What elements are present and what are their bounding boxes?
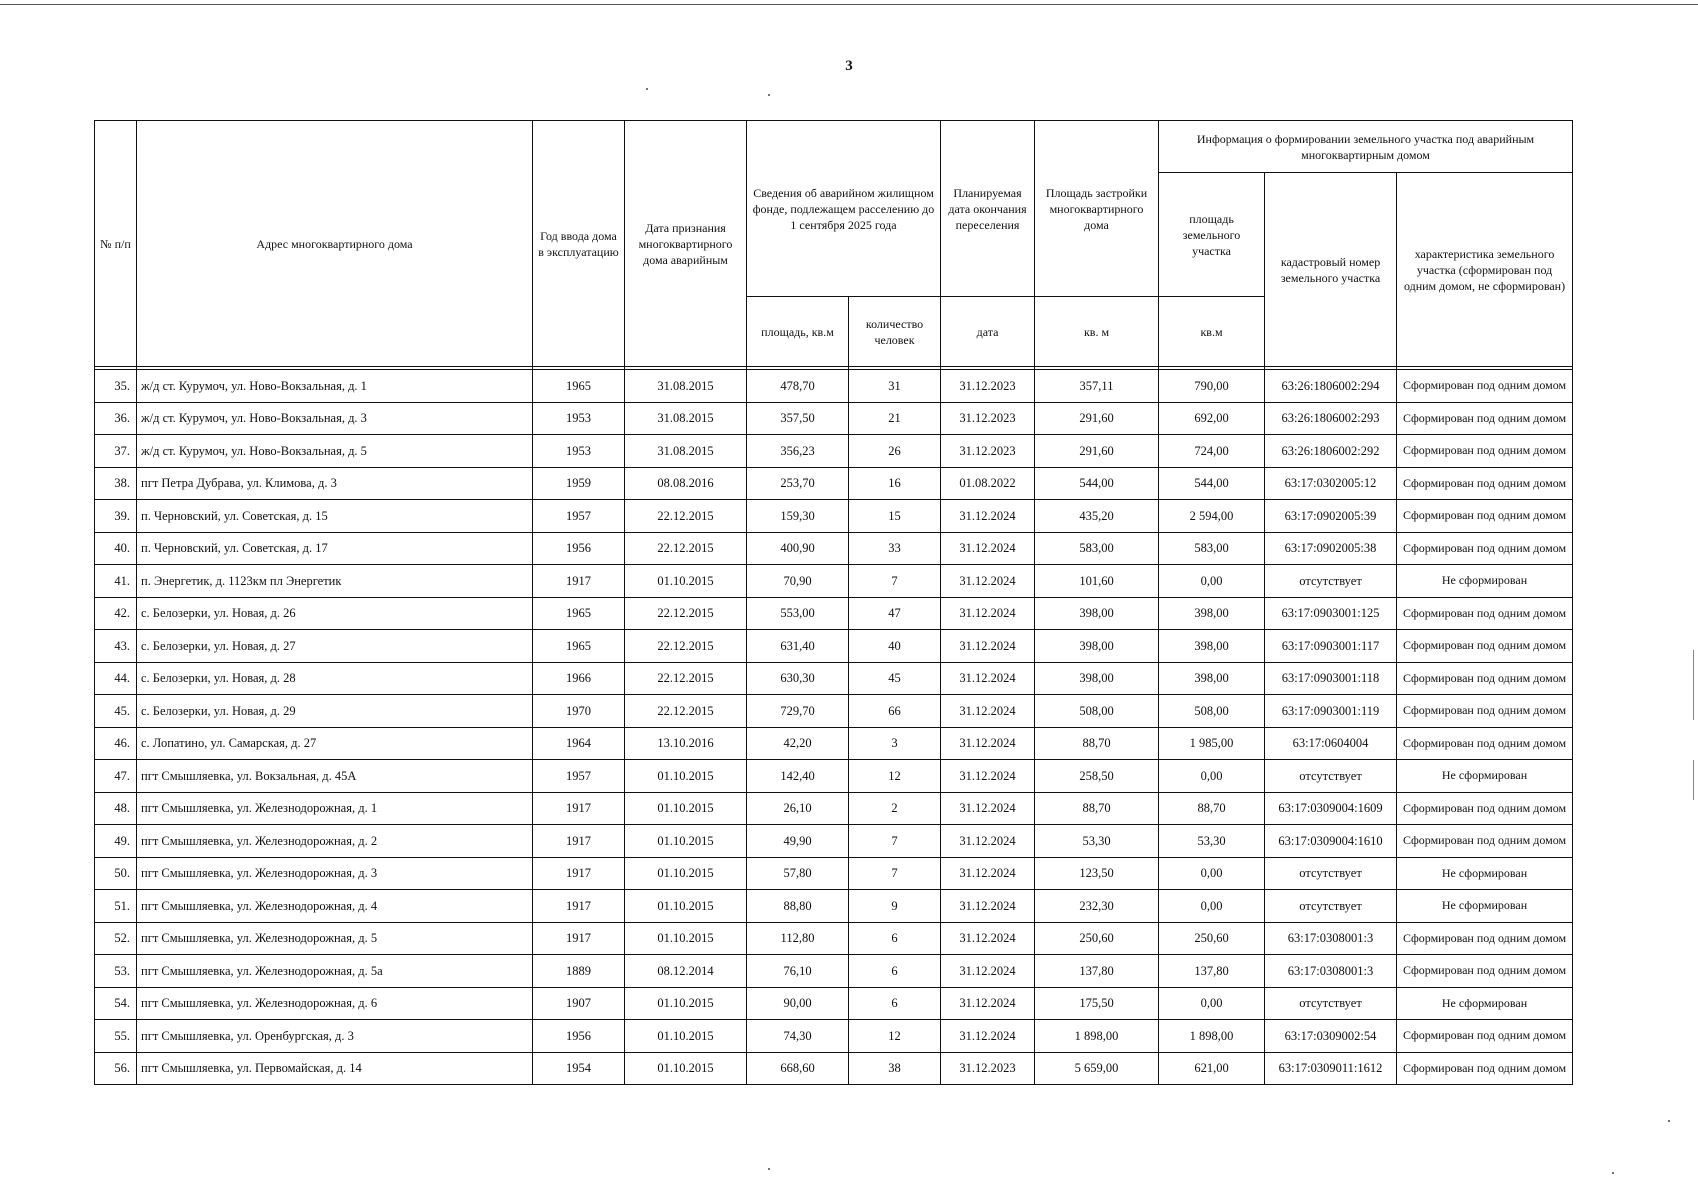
row-land-characteristic: Сформирован под одним домом — [1397, 922, 1573, 955]
row-building-area: 5 659,00 — [1035, 1052, 1159, 1085]
row-building-area: 398,00 — [1035, 630, 1159, 663]
row-year: 1917 — [533, 890, 625, 923]
row-land-area: 398,00 — [1159, 662, 1265, 695]
row-year: 1970 — [533, 695, 625, 728]
row-address: с. Белозерки, ул. Новая, д. 29 — [137, 695, 533, 728]
row-building-area: 357,11 — [1035, 370, 1159, 403]
row-land-area: 692,00 — [1159, 402, 1265, 435]
row-land-area: 88,70 — [1159, 792, 1265, 825]
row-recognition-date: 22.12.2015 — [625, 597, 747, 630]
row-planned-end: 01.08.2022 — [941, 467, 1035, 500]
row-land-characteristic: Не сформирован — [1397, 565, 1573, 598]
row-planned-end: 31.12.2023 — [941, 402, 1035, 435]
row-land-characteristic: Сформирован под одним домом — [1397, 695, 1573, 728]
row-number: 49. — [95, 825, 137, 858]
row-building-area: 398,00 — [1035, 662, 1159, 695]
row-building-area: 88,70 — [1035, 727, 1159, 760]
row-land-area: 53,30 — [1159, 825, 1265, 858]
row-recognition-date: 01.10.2015 — [625, 825, 747, 858]
row-building-area: 232,30 — [1035, 890, 1159, 923]
row-year: 1954 — [533, 1052, 625, 1085]
row-cadastral-number: 63:17:0302005:12 — [1265, 467, 1397, 500]
row-cadastral-number: 63:17:0308001:3 — [1265, 955, 1397, 988]
row-year: 1953 — [533, 435, 625, 468]
header-planned-end: Планируемая дата окончания переселения — [941, 121, 1035, 297]
row-address: пгт Смышляевка, ул. Железнодорожная, д. 3 — [137, 857, 533, 890]
row-number: 41. — [95, 565, 137, 598]
row-recognition-date: 22.12.2015 — [625, 662, 747, 695]
row-address: ж/д ст. Курумоч, ул. Ново-Вокзальная, д. 1 — [137, 370, 533, 403]
row-land-area: 724,00 — [1159, 435, 1265, 468]
row-cadastral-number: отсутствует — [1265, 760, 1397, 793]
row-planned-end: 31.12.2024 — [941, 987, 1035, 1020]
table-row — [95, 1020, 1573, 1053]
row-address: пгт Петра Дубрава, ул. Климова, д. 3 — [137, 467, 533, 500]
row-building-area: 291,60 — [1035, 435, 1159, 468]
table-row — [95, 922, 1573, 955]
row-land-characteristic: Сформирован под одним домом — [1397, 630, 1573, 663]
row-land-characteristic: Сформирован под одним домом — [1397, 955, 1573, 988]
row-planned-end: 31.12.2024 — [941, 565, 1035, 598]
scan-edge-mark — [1693, 760, 1694, 800]
row-year: 1966 — [533, 662, 625, 695]
row-recognition-date: 13.10.2016 — [625, 727, 747, 760]
row-number: 45. — [95, 695, 137, 728]
header-building-area: Площадь застройки многоквартирного дома — [1035, 121, 1159, 297]
row-number: 36. — [95, 402, 137, 435]
row-land-area: 790,00 — [1159, 370, 1265, 403]
row-planned-end: 31.12.2024 — [941, 890, 1035, 923]
table-row — [95, 1052, 1573, 1085]
table-row — [95, 630, 1573, 663]
row-number: 39. — [95, 500, 137, 533]
row-persons: 7 — [849, 825, 941, 858]
table-row — [95, 857, 1573, 890]
row-cadastral-number: 63:17:0903001:118 — [1265, 662, 1397, 695]
header-recognition-date: Дата признания многоквартирного дома аварийным — [625, 121, 747, 367]
row-number: 37. — [95, 435, 137, 468]
row-year: 1964 — [533, 727, 625, 760]
row-cadastral-number: отсутствует — [1265, 565, 1397, 598]
row-number: 44. — [95, 662, 137, 695]
row-year: 1917 — [533, 922, 625, 955]
row-land-characteristic: Сформирован под одним домом — [1397, 727, 1573, 760]
row-recognition-date: 08.08.2016 — [625, 467, 747, 500]
row-year: 1959 — [533, 467, 625, 500]
row-cadastral-number: 63:17:0309002:54 — [1265, 1020, 1397, 1053]
row-recognition-date: 01.10.2015 — [625, 987, 747, 1020]
row-number: 40. — [95, 532, 137, 565]
row-address: с. Белозерки, ул. Новая, д. 26 — [137, 597, 533, 630]
row-planned-end: 31.12.2024 — [941, 857, 1035, 890]
row-year: 1917 — [533, 792, 625, 825]
row-planned-end: 31.12.2024 — [941, 760, 1035, 793]
row-area-sqm: 253,70 — [747, 467, 849, 500]
row-land-area: 583,00 — [1159, 532, 1265, 565]
row-planned-end: 31.12.2024 — [941, 630, 1035, 663]
row-land-area: 0,00 — [1159, 890, 1265, 923]
row-cadastral-number: 63:26:1806002:293 — [1265, 402, 1397, 435]
row-persons: 2 — [849, 792, 941, 825]
row-number: 56. — [95, 1052, 137, 1085]
row-persons: 9 — [849, 890, 941, 923]
row-land-area: 398,00 — [1159, 597, 1265, 630]
row-planned-end: 31.12.2024 — [941, 727, 1035, 760]
row-persons: 3 — [849, 727, 941, 760]
row-number: 46. — [95, 727, 137, 760]
row-year: 1956 — [533, 532, 625, 565]
row-cadastral-number: 63:17:0903001:125 — [1265, 597, 1397, 630]
row-persons: 7 — [849, 857, 941, 890]
row-cadastral-number: 63:17:0308001:3 — [1265, 922, 1397, 955]
row-land-characteristic: Не сформирован — [1397, 760, 1573, 793]
row-building-area: 435,20 — [1035, 500, 1159, 533]
row-persons: 66 — [849, 695, 941, 728]
header-area-sqm: площадь, кв.м — [747, 297, 849, 367]
row-cadastral-number: 63:17:0309011:1612 — [1265, 1052, 1397, 1085]
row-planned-end: 31.12.2024 — [941, 662, 1035, 695]
row-area-sqm: 729,70 — [747, 695, 849, 728]
row-address: с. Белозерки, ул. Новая, д. 28 — [137, 662, 533, 695]
row-year: 1956 — [533, 1020, 625, 1053]
row-cadastral-number: отсутствует — [1265, 857, 1397, 890]
row-planned-end: 31.12.2024 — [941, 922, 1035, 955]
row-land-characteristic: Сформирован под одним домом — [1397, 1052, 1573, 1085]
row-area-sqm: 88,80 — [747, 890, 849, 923]
row-land-area: 1 985,00 — [1159, 727, 1265, 760]
row-area-sqm: 142,40 — [747, 760, 849, 793]
row-year: 1917 — [533, 825, 625, 858]
table-row — [95, 695, 1573, 728]
row-persons: 6 — [849, 922, 941, 955]
row-persons: 12 — [849, 760, 941, 793]
table-row — [95, 662, 1573, 695]
row-cadastral-number: 63:17:0903001:117 — [1265, 630, 1397, 663]
table-row — [95, 825, 1573, 858]
row-number: 55. — [95, 1020, 137, 1053]
row-number: 42. — [95, 597, 137, 630]
row-recognition-date: 01.10.2015 — [625, 760, 747, 793]
row-number: 38. — [95, 467, 137, 500]
row-land-area: 2 594,00 — [1159, 500, 1265, 533]
header-land-area-unit: кв.м — [1159, 297, 1265, 367]
scan-speck — [1668, 1120, 1670, 1122]
row-year: 1953 — [533, 402, 625, 435]
row-land-characteristic: Сформирован под одним домом — [1397, 597, 1573, 630]
row-area-sqm: 112,80 — [747, 922, 849, 955]
row-land-area: 0,00 — [1159, 987, 1265, 1020]
table-row — [95, 727, 1573, 760]
table-row — [95, 890, 1573, 923]
row-land-area: 250,60 — [1159, 922, 1265, 955]
row-persons: 12 — [849, 1020, 941, 1053]
header-building-area-unit: кв. м — [1035, 297, 1159, 367]
row-cadastral-number: 63:17:0309004:1609 — [1265, 792, 1397, 825]
page-number: 3 — [845, 58, 853, 74]
row-planned-end: 31.12.2024 — [941, 1020, 1035, 1053]
row-address: п. Черновский, ул. Советская, д. 15 — [137, 500, 533, 533]
row-year: 1957 — [533, 760, 625, 793]
row-address: пгт Смышляевка, ул. Железнодорожная, д. 2 — [137, 825, 533, 858]
table-row — [95, 500, 1573, 533]
row-land-area: 544,00 — [1159, 467, 1265, 500]
row-persons: 47 — [849, 597, 941, 630]
row-building-area: 137,80 — [1035, 955, 1159, 988]
header-address: Адрес многоквартирного дома — [137, 121, 533, 367]
row-building-area: 291,60 — [1035, 402, 1159, 435]
row-year: 1965 — [533, 370, 625, 403]
header-land-info: Информация о формировании земельного участка под аварийным многоквартирным домом — [1159, 121, 1573, 173]
row-area-sqm: 42,20 — [747, 727, 849, 760]
row-number: 50. — [95, 857, 137, 890]
row-address: п. Энергетик, д. 1123км пл Энергетик — [137, 565, 533, 598]
row-cadastral-number: 63:26:1806002:294 — [1265, 370, 1397, 403]
row-persons: 33 — [849, 532, 941, 565]
row-number: 51. — [95, 890, 137, 923]
row-land-characteristic: Сформирован под одним домом — [1397, 792, 1573, 825]
top-scan-rule — [0, 4, 1698, 5]
row-address: с. Белозерки, ул. Новая, д. 27 — [137, 630, 533, 663]
table-row — [95, 402, 1573, 435]
header-no: № п/п — [95, 121, 137, 367]
row-land-characteristic: Сформирован под одним домом — [1397, 435, 1573, 468]
row-recognition-date: 01.10.2015 — [625, 1052, 747, 1085]
table-row — [95, 565, 1573, 598]
emergency-housing-table — [94, 120, 1573, 1085]
row-land-area: 1 898,00 — [1159, 1020, 1265, 1053]
row-land-area: 0,00 — [1159, 857, 1265, 890]
row-recognition-date: 01.10.2015 — [625, 792, 747, 825]
row-address: пгт Смышляевка, ул. Железнодорожная, д. 5а — [137, 955, 533, 988]
row-persons: 16 — [849, 467, 941, 500]
row-persons: 38 — [849, 1052, 941, 1085]
table-row — [95, 987, 1573, 1020]
header-emergency-fund: Сведения об аварийном жилищном фонде, подлежащем расселению до 1 сентября 2025 года — [747, 121, 941, 297]
row-land-characteristic: Не сформирован — [1397, 987, 1573, 1020]
row-land-area: 0,00 — [1159, 565, 1265, 598]
row-building-area: 583,00 — [1035, 532, 1159, 565]
row-recognition-date: 22.12.2015 — [625, 630, 747, 663]
row-persons: 21 — [849, 402, 941, 435]
row-year: 1965 — [533, 597, 625, 630]
row-recognition-date: 01.10.2015 — [625, 857, 747, 890]
table-row — [95, 597, 1573, 630]
header-land-char: характеристика земельного участка (сформирован под одним домом, не сформирован) — [1397, 173, 1573, 367]
row-address: пгт Смышляевка, ул. Вокзальная, д. 45А — [137, 760, 533, 793]
row-number: 53. — [95, 955, 137, 988]
row-number: 35. — [95, 370, 137, 403]
row-persons: 6 — [849, 955, 941, 988]
row-building-area: 175,50 — [1035, 987, 1159, 1020]
row-land-characteristic: Сформирован под одним домом — [1397, 500, 1573, 533]
row-year: 1889 — [533, 955, 625, 988]
row-address: п. Черновский, ул. Советская, д. 17 — [137, 532, 533, 565]
row-planned-end: 31.12.2023 — [941, 370, 1035, 403]
table-row — [95, 435, 1573, 468]
row-address: с. Лопатино, ул. Самарская, д. 27 — [137, 727, 533, 760]
row-recognition-date: 31.08.2015 — [625, 402, 747, 435]
row-land-area: 508,00 — [1159, 695, 1265, 728]
row-number: 47. — [95, 760, 137, 793]
row-address: пгт Смышляевка, ул. Железнодорожная, д. 1 — [137, 792, 533, 825]
row-planned-end: 31.12.2024 — [941, 955, 1035, 988]
row-area-sqm: 478,70 — [747, 370, 849, 403]
row-building-area: 123,50 — [1035, 857, 1159, 890]
row-land-characteristic: Не сформирован — [1397, 890, 1573, 923]
row-cadastral-number: отсутствует — [1265, 890, 1397, 923]
row-persons: 7 — [849, 565, 941, 598]
row-building-area: 258,50 — [1035, 760, 1159, 793]
row-cadastral-number: 63:17:0902005:38 — [1265, 532, 1397, 565]
table-row — [95, 370, 1573, 403]
row-building-area: 1 898,00 — [1035, 1020, 1159, 1053]
row-area-sqm: 357,50 — [747, 402, 849, 435]
row-address: пгт Смышляевка, ул. Железнодорожная, д. 6 — [137, 987, 533, 1020]
row-land-characteristic: Сформирован под одним домом — [1397, 532, 1573, 565]
row-land-characteristic: Не сформирован — [1397, 857, 1573, 890]
row-land-area: 398,00 — [1159, 630, 1265, 663]
row-building-area: 53,30 — [1035, 825, 1159, 858]
table-row — [95, 760, 1573, 793]
row-recognition-date: 22.12.2015 — [625, 532, 747, 565]
scan-speck — [646, 88, 648, 90]
row-address: пгт Смышляевка, ул. Железнодорожная, д. 4 — [137, 890, 533, 923]
scan-speck — [1612, 1172, 1614, 1174]
row-planned-end: 31.12.2024 — [941, 597, 1035, 630]
row-cadastral-number: 63:17:0309004:1610 — [1265, 825, 1397, 858]
row-building-area: 88,70 — [1035, 792, 1159, 825]
row-area-sqm: 90,00 — [747, 987, 849, 1020]
row-persons: 31 — [849, 370, 941, 403]
row-year: 1917 — [533, 565, 625, 598]
row-recognition-date: 01.10.2015 — [625, 565, 747, 598]
row-area-sqm: 631,40 — [747, 630, 849, 663]
row-land-area: 621,00 — [1159, 1052, 1265, 1085]
row-recognition-date: 08.12.2014 — [625, 955, 747, 988]
row-address: ж/д ст. Курумоч, ул. Ново-Вокзальная, д. 3 — [137, 402, 533, 435]
row-land-characteristic: Сформирован под одним домом — [1397, 402, 1573, 435]
row-year: 1917 — [533, 857, 625, 890]
row-planned-end: 31.12.2024 — [941, 792, 1035, 825]
row-recognition-date: 31.08.2015 — [625, 370, 747, 403]
row-persons: 15 — [849, 500, 941, 533]
row-recognition-date: 01.10.2015 — [625, 890, 747, 923]
row-land-characteristic: Сформирован под одним домом — [1397, 1020, 1573, 1053]
header-persons: количество человек — [849, 297, 941, 367]
scan-speck — [768, 94, 770, 96]
row-cadastral-number: 63:17:0604004 — [1265, 727, 1397, 760]
header-cadastral: кадастровый номер земельного участка — [1265, 173, 1397, 367]
row-area-sqm: 668,60 — [747, 1052, 849, 1085]
row-number: 48. — [95, 792, 137, 825]
row-land-characteristic: Сформирован под одним домом — [1397, 370, 1573, 403]
scan-edge-mark — [1693, 650, 1694, 720]
row-number: 54. — [95, 987, 137, 1020]
row-land-area: 0,00 — [1159, 760, 1265, 793]
row-area-sqm: 70,90 — [747, 565, 849, 598]
row-building-area: 508,00 — [1035, 695, 1159, 728]
row-cadastral-number: 63:17:0903001:119 — [1265, 695, 1397, 728]
row-area-sqm: 76,10 — [747, 955, 849, 988]
row-area-sqm: 26,10 — [747, 792, 849, 825]
row-building-area: 101,60 — [1035, 565, 1159, 598]
header-land-area: площадь земельного участка — [1159, 173, 1265, 297]
row-persons: 6 — [849, 987, 941, 1020]
row-building-area: 398,00 — [1035, 597, 1159, 630]
row-persons: 40 — [849, 630, 941, 663]
row-area-sqm: 159,30 — [747, 500, 849, 533]
row-cadastral-number: 63:26:1806002:292 — [1265, 435, 1397, 468]
row-recognition-date: 01.10.2015 — [625, 922, 747, 955]
table-row — [95, 467, 1573, 500]
row-cadastral-number: 63:17:0902005:39 — [1265, 500, 1397, 533]
row-recognition-date: 31.08.2015 — [625, 435, 747, 468]
row-building-area: 250,60 — [1035, 922, 1159, 955]
row-year: 1965 — [533, 630, 625, 663]
scan-speck — [768, 1168, 770, 1170]
row-address: пгт Смышляевка, ул. Оренбургская, д. 3 — [137, 1020, 533, 1053]
row-address: ж/д ст. Курумоч, ул. Ново-Вокзальная, д. 5 — [137, 435, 533, 468]
row-area-sqm: 400,90 — [747, 532, 849, 565]
header-year: Год ввода дома в эксплуатацию — [533, 121, 625, 367]
row-planned-end: 31.12.2023 — [941, 1052, 1035, 1085]
row-area-sqm: 356,23 — [747, 435, 849, 468]
row-year: 1957 — [533, 500, 625, 533]
row-land-characteristic: Сформирован под одним домом — [1397, 467, 1573, 500]
row-persons: 45 — [849, 662, 941, 695]
row-area-sqm: 630,30 — [747, 662, 849, 695]
row-recognition-date: 22.12.2015 — [625, 500, 747, 533]
table-row — [95, 532, 1573, 565]
row-address: пгт Смышляевка, ул. Железнодорожная, д. 5 — [137, 922, 533, 955]
row-building-area: 544,00 — [1035, 467, 1159, 500]
row-cadastral-number: отсутствует — [1265, 987, 1397, 1020]
row-area-sqm: 57,80 — [747, 857, 849, 890]
row-planned-end: 31.12.2024 — [941, 500, 1035, 533]
row-area-sqm: 553,00 — [747, 597, 849, 630]
table-row — [95, 955, 1573, 988]
row-planned-end: 31.12.2023 — [941, 435, 1035, 468]
row-planned-end: 31.12.2024 — [941, 532, 1035, 565]
row-planned-end: 31.12.2024 — [941, 825, 1035, 858]
row-area-sqm: 74,30 — [747, 1020, 849, 1053]
row-area-sqm: 49,90 — [747, 825, 849, 858]
row-land-characteristic: Сформирован под одним домом — [1397, 825, 1573, 858]
table-row — [95, 792, 1573, 825]
row-number: 52. — [95, 922, 137, 955]
row-recognition-date: 01.10.2015 — [625, 1020, 747, 1053]
row-recognition-date: 22.12.2015 — [625, 695, 747, 728]
row-planned-end: 31.12.2024 — [941, 695, 1035, 728]
row-land-characteristic: Сформирован под одним домом — [1397, 662, 1573, 695]
header-planned-end-date: дата — [941, 297, 1035, 367]
row-land-area: 137,80 — [1159, 955, 1265, 988]
row-address: пгт Смышляевка, ул. Первомайская, д. 14 — [137, 1052, 533, 1085]
row-number: 43. — [95, 630, 137, 663]
row-year: 1907 — [533, 987, 625, 1020]
row-persons: 26 — [849, 435, 941, 468]
